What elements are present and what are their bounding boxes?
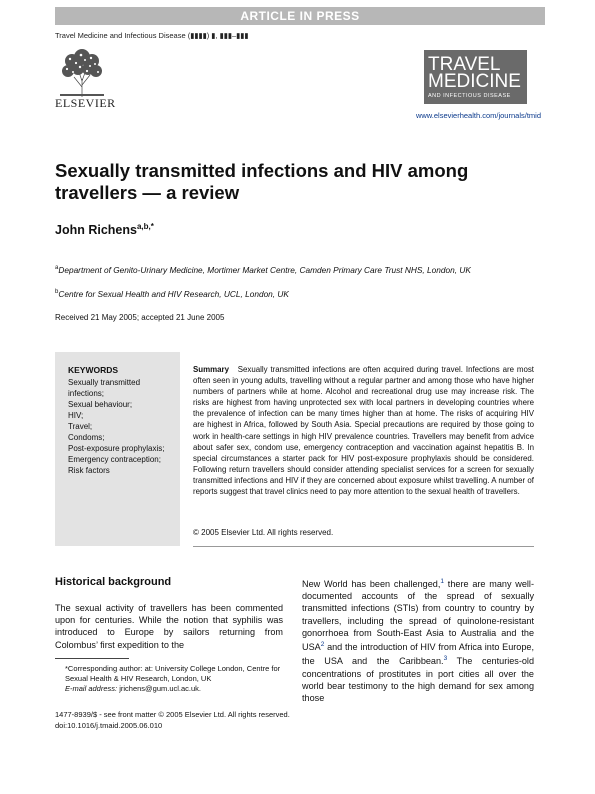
article-title: Sexually transmitted infections and HIV among travellers — a review: [55, 160, 469, 203]
keywords-list: [68, 377, 168, 476]
reference-link-1[interactable]: 1: [440, 578, 444, 585]
reference-link-3[interactable]: 3: [443, 655, 448, 663]
correspondence-footnote: [55, 664, 283, 694]
affiliation-a-text: Department of Genito-Urinary Medicine, Mortimer Market Centre, Camden Primary Care Trust NHS, London, UK: [58, 264, 471, 275]
footnote-divider: [55, 658, 129, 659]
email-line: [55, 684, 283, 694]
col2-text-c: and the introduction of HIV from Africa into Europe, the USA and the Caribbean.: [302, 642, 534, 667]
keyword-item: HIV;: [68, 411, 84, 420]
received-accepted-dates: Received 21 May 2005; accepted 21 June 2005: [55, 313, 225, 322]
abstract-copyright: © 2005 Elsevier Ltd. All rights reserved.: [193, 528, 334, 537]
author-affiliation-marks[interactable]: a,b,*: [136, 222, 154, 231]
author-name: [55, 222, 154, 237]
email-address[interactable]: jrichens@gum.ucl.ac.uk.: [119, 684, 202, 693]
journal-citation-line: Travel Medicine and Infectious Disease (▮▮▮▮) ▮, ▮▮▮–▮▮▮: [55, 31, 249, 40]
summary-label: Summary: [193, 365, 229, 374]
journal-logo: [424, 50, 527, 104]
abstract-summary: [193, 364, 534, 497]
body-column-right: [302, 576, 534, 704]
article-footer: [55, 710, 290, 731]
issn-line: 1477-8939/$ - see front matter © 2005 Elsevier Ltd. All rights reserved.: [55, 710, 290, 719]
abstract-divider: [193, 546, 534, 547]
col2-text-a: New World has been challenged,: [302, 579, 441, 590]
affiliation-a-mark: a: [55, 265, 59, 271]
affiliation-a: [55, 262, 535, 276]
affiliation-b-mark: b: [55, 289, 59, 295]
journal-url-link[interactable]: www.elsevierhealth.com/journals/tmid: [415, 111, 541, 120]
doi-line[interactable]: doi:10.1016/j.tmaid.2005.06.010: [55, 720, 163, 730]
summary-text: Sexually transmitted infections are often acquired during travel. Infections are most often seen in young adults, travelling without a regular partner and among those who have higher numbers of partners while at home. Alcohol and recreational drug use may increase risk. The risks are highest from having unprotected sex with local partners in developing countries where the prevalence of infection can be many times higher than at home. The risks of acquiring HIV are highest in Africa, followed by South Asia. Special precautions are required by those going to work in health-care settings in high HIV prevalence countries. Travellers may benefit from advice about safer sex, condom use, emergency contraception and vaccination against hepatitis B. In special circumstances a starter pack for HIV post-exposure prophylaxis should be considered. Following return travellers should consider attending specialist services for a screen for sexually transmitted infections and HIV if they are concerned about exposure whilst travelling. A number of reports suggest that travel clinics need to pay more attention to the sexual health of travellers.: [193, 365, 534, 497]
journal-logo-line2: MEDICINE: [428, 71, 521, 92]
journal-logo-line1: TRAVEL: [428, 54, 501, 75]
journal-logo-line3: AND INFECTIOUS DISEASE: [428, 93, 511, 99]
section-heading: Historical background: [55, 576, 172, 588]
reference-link-2[interactable]: 2: [320, 641, 325, 649]
keyword-item: Risk factors: [68, 466, 110, 475]
publisher-wordmark: ELSEVIER: [55, 96, 116, 110]
keyword-item: Sexual behaviour;: [68, 400, 133, 409]
keyword-item: Travel;: [68, 422, 93, 431]
author-name-text: John Richens: [55, 223, 137, 238]
affiliation-b: [55, 286, 535, 300]
email-label: E-mail address:: [65, 684, 118, 693]
col2-text-b: there are many well-documented accounts of the spread of sexually transmitted infections (STIs) from country to country by travellers, including the spread of quinolone-resistant gonorrhoea from South-East Asia to Australia and the USA: [302, 579, 534, 653]
keyword-item: Emergency contraception;: [68, 455, 161, 464]
keyword-item: Sexually transmitted infections;: [68, 378, 141, 398]
keyword-item: Condoms;: [68, 433, 105, 442]
affiliation-b-text: Centre for Sexual Health and HIV Research, UCL, London, UK: [58, 288, 289, 299]
keyword-item: Post-exposure prophylaxis;: [68, 444, 165, 453]
col2-text-d: The centuries-old concentrations of prostitutes in port cities all over the world bear testimony to the high demand for sex among those: [302, 656, 535, 703]
correspondence-text: *Corresponding author: at: University College London, Centre for Sexual Health & HIV Research, London, UK: [65, 664, 281, 683]
keywords-heading: KEYWORDS: [68, 365, 119, 375]
article-in-press-banner: ARTICLE IN PRESS: [55, 7, 545, 25]
body-column-left: The sexual activity of travellers has been commented upon for centuries. While the notion that syphilis was introduced to Europe by sailors returning from Colombus’ first expedition to the: [55, 603, 283, 650]
